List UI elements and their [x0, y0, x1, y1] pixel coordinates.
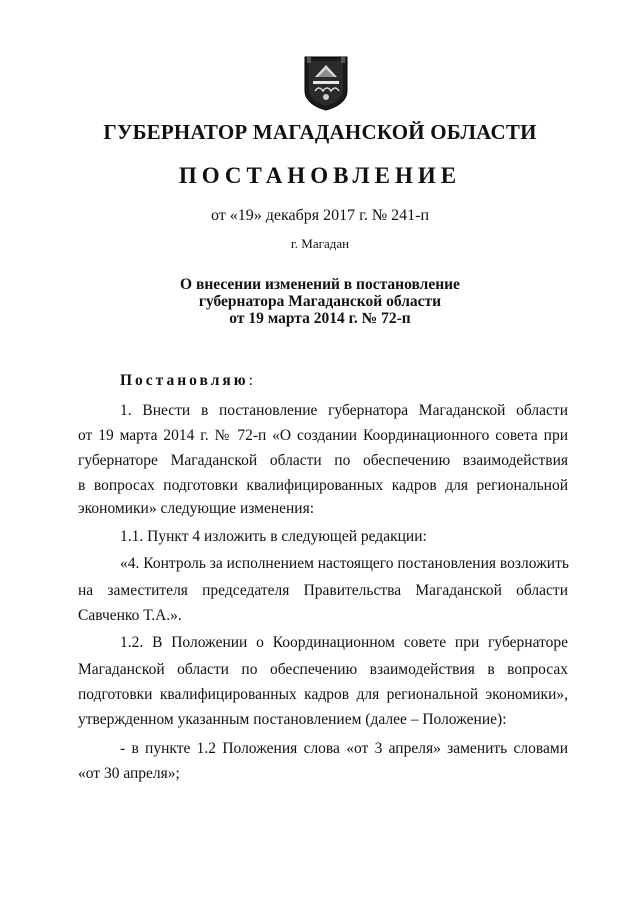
paragraph-line: экономики» следующие изменения:: [78, 500, 315, 517]
paragraph-line: на заместителя председателя Правительства Магаданской области: [78, 582, 568, 599]
document-date-number: от «19» декабря 2017 г. № 241-п: [210, 207, 430, 224]
document-type: ПОСТАНОВЛЕНИЕ: [178, 163, 462, 188]
resolve-heading: [120, 372, 420, 390]
paragraph-line: «4. Контроль за исполнением настоящего постановления возложить: [120, 555, 569, 572]
subject-line: от 19 марта 2014 г. № 72-п: [229, 310, 411, 327]
subject-line: губернатора Магаданской области: [198, 293, 442, 310]
paragraph-line: утвержденном указанным постановлением (далее – Положение):: [78, 711, 507, 728]
paragraph-line: 1.2. В Положении о Координационном совете при губернаторе: [120, 634, 568, 651]
issuer-title: ГУБЕРНАТОР МАГАДАНСКОЙ ОБЛАСТИ: [103, 120, 537, 144]
paragraph-line: «от 30 апреля»;: [78, 765, 180, 782]
document-place: г. Магадан: [290, 236, 350, 251]
paragraph-line: - в пункте 1.2 Положения слова «от 3 апреля» заменить словами: [120, 740, 568, 757]
paragraph-line: губернаторе Магаданской области по обеспечению взаимодействия: [78, 452, 568, 469]
coat-of-arms-emblem: [303, 55, 349, 111]
paragraph-line: Савченко Т.А.».: [78, 607, 182, 624]
subject-line: О внесении изменений в постановление: [180, 276, 460, 293]
paragraph-line: Магаданской области по обеспечению взаимодействия в вопросах: [78, 661, 568, 678]
paragraph-line: подготовки квалифицированных кадров для региональной экономики»,: [78, 686, 568, 703]
document-subject: [0, 276, 640, 327]
resolve-word: Постановляю: [120, 372, 249, 389]
paragraph-line: от 19 марта 2014 г. № 72-п «О создании Координационного совета при: [78, 427, 568, 444]
paragraph-line: 1. Внести в постановление губернатора Магаданской области: [120, 402, 568, 419]
resolve-colon: :: [248, 372, 253, 389]
paragraph-line: в вопросах подготовки квалифицированных кадров для региональной: [78, 477, 568, 494]
paragraph-line: 1.1. Пункт 4 изложить в следующей редакции:: [120, 528, 427, 545]
